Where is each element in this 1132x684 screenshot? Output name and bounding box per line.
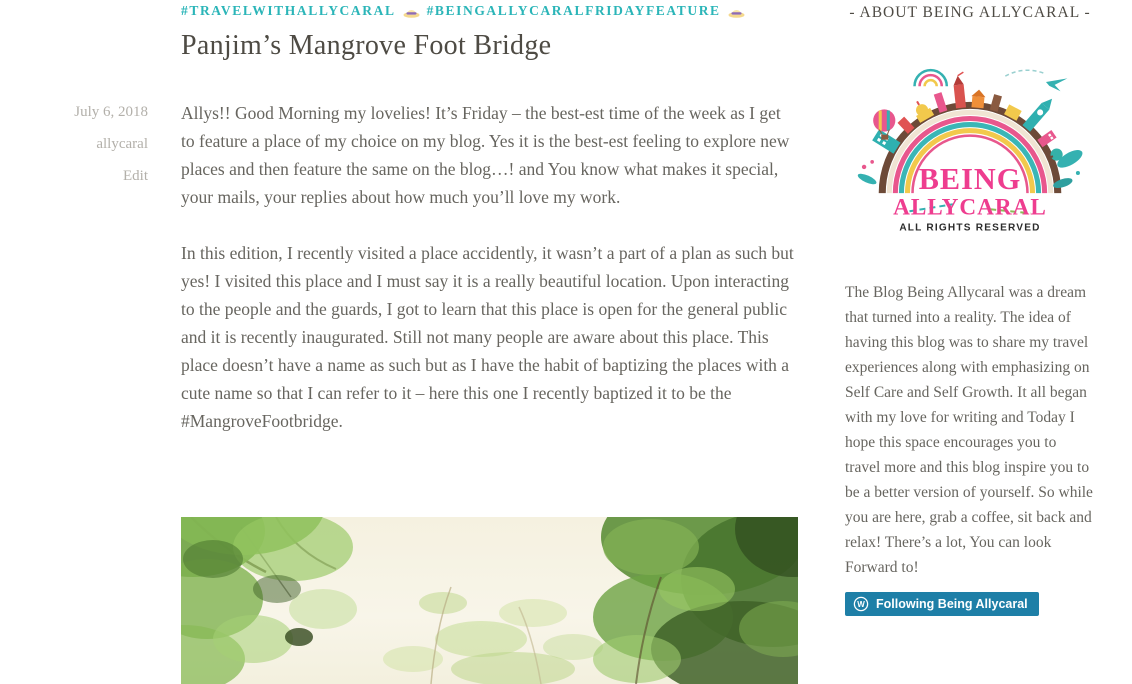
follow-button-label: Following Being Allycaral bbox=[876, 596, 1028, 611]
post-content-column bbox=[181, 0, 798, 435]
tag-link-beingallycaralfridayfeature[interactable]: #BEINGALLYCARALFRIDAYFEATURE bbox=[426, 3, 721, 18]
tag-link-travelwithallycaral[interactable]: #TRAVELWITHALLYCARAL bbox=[181, 3, 396, 18]
about-blog-text: The Blog Being Allycaral was a dream that turned into a reality. The idea of having this blog was to share my travel experiences along with emphasizing on Self Care and Self Growth. It all began with my love for writing and Today I hope this space encourages you to travel more and this blog inspire you to be a better version of yourself. So while you are here, grab a coffee, sit back and relax! There’s a lot, You can look Forward to! bbox=[845, 283, 1093, 576]
wordpress-icon bbox=[853, 596, 869, 612]
svg-text:W: W bbox=[857, 599, 865, 609]
sidebar-heading: - ABOUT BEING ALLYCARAL - bbox=[849, 4, 1091, 21]
post-paragraph: Allys!! Good Morning my lovelies! It’s Friday – the best-est time of the week as I get to feature a place of my choice on my blog. Yes it is the best-est feeling to explore new places and then feature the same on the blog…! and You know what makes it special, your mails, your replies about how much you’ll love my work. bbox=[181, 103, 790, 207]
follow-blog-button[interactable] bbox=[845, 592, 1039, 616]
blog-logo bbox=[854, 60, 1086, 242]
post-author-link[interactable]: allycaral bbox=[96, 136, 148, 152]
post-date: July 6, 2018 bbox=[74, 104, 148, 120]
post-tags bbox=[181, 0, 798, 19]
tree-canopy-graphic bbox=[181, 517, 798, 684]
post-featured-image bbox=[181, 517, 798, 684]
womans-hat-emoji bbox=[728, 4, 745, 19]
blog-logo-graphic bbox=[854, 60, 1086, 242]
post-meta-column bbox=[0, 103, 148, 199]
logo-rights-text: ALL RIGHTS RESERVED bbox=[899, 222, 1041, 234]
post-title: Panjim’s Mangrove Foot Bridge bbox=[181, 30, 552, 61]
post-paragraph: In this edition, I recently visited a place accidently, it wasn’t a part of a plan as such but yes! I visited this place and I must say it is a really beautiful location. Upon interacting to the people and the guards, I got to learn that this place is open for the general public and it is recently inaugurated. Still not many people are aware about this place. This place doesn’t have a name as such but as I have the habit of baptizing the places with a cute name so that I can refer to it – here this one I recently baptized it to be the #MangroveFootbridge. bbox=[181, 243, 794, 431]
womans-hat-emoji bbox=[403, 4, 420, 19]
edit-post-link[interactable]: Edit bbox=[123, 168, 148, 184]
sidebar-about-widget bbox=[845, 0, 1095, 617]
logo-wordmark-being: BEING bbox=[918, 162, 1022, 197]
logo-wordmark-allycaral: ALLYCARAL bbox=[893, 194, 1047, 221]
